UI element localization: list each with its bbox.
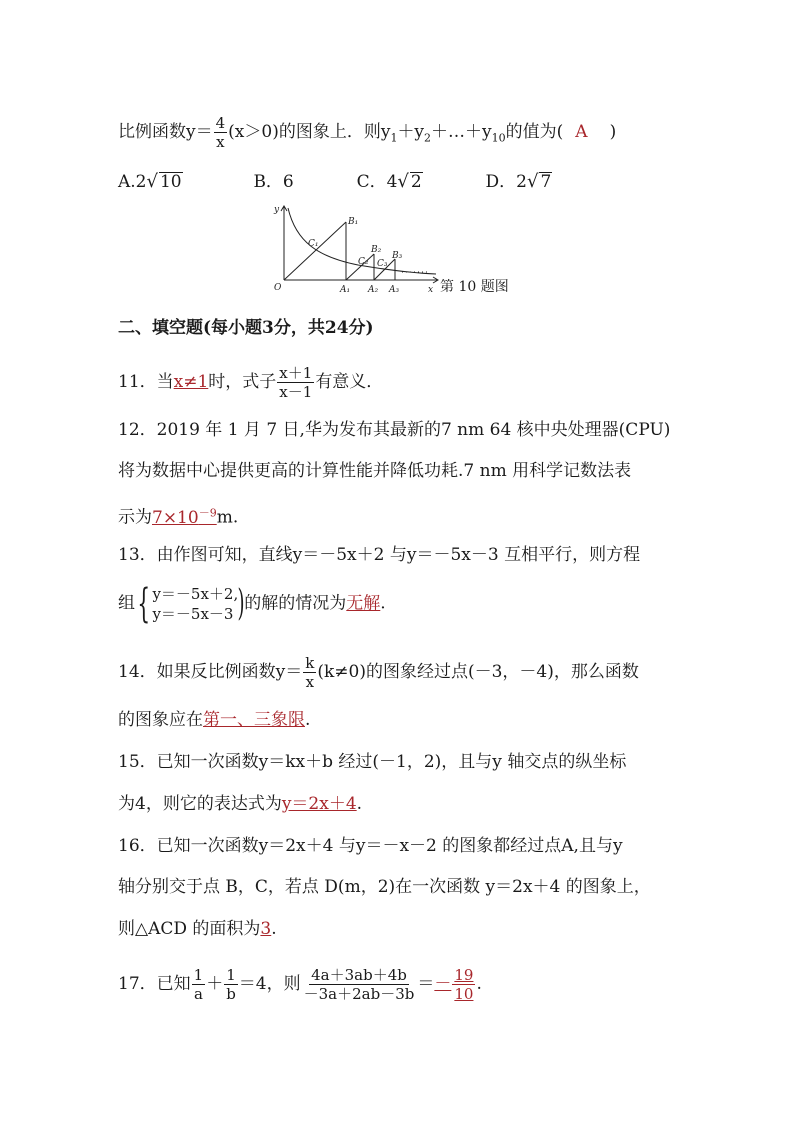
q13-mid: 的解的情况为 <box>244 593 347 614</box>
q10-answer: A <box>575 122 588 142</box>
q12-answer-base: 7×10 <box>152 507 199 528</box>
q10-frac-num: 4 <box>215 114 226 132</box>
label-y: y <box>274 205 280 215</box>
label-a3: A₃ <box>389 285 400 295</box>
q12-line1: 12．2019 年 1 月 7 日,华为发布其最新的7 nm 64 核中央处理器(CPU) <box>118 420 671 440</box>
q14-den: x <box>305 673 315 691</box>
q15-line2 <box>118 792 362 816</box>
q17-eq: ＝4，则 <box>238 974 301 994</box>
q16-pre: 则△ACD 的面积为 <box>118 919 261 939</box>
q17-answer-fraction <box>452 966 475 1003</box>
q17-answer-num: 19 <box>454 966 474 984</box>
option-a <box>118 172 183 192</box>
q11-answer: x≠1 <box>173 372 209 392</box>
q14-fraction <box>303 654 316 691</box>
q17-f2-num: 1 <box>226 966 236 984</box>
q16-post: . <box>271 919 277 939</box>
q10-stem <box>118 114 616 151</box>
sqrt-icon: √ <box>526 171 539 192</box>
q15-line1: 15．已知一次函数y＝kx＋b 经过(－1，2)，且与y 轴交点的纵坐标 <box>118 752 627 772</box>
q13-line2 <box>118 581 386 627</box>
q10-p2: ＋…＋y <box>431 122 492 142</box>
q17 <box>118 966 482 1003</box>
q10-suffix: 的值为( <box>505 122 564 142</box>
label-a1: A₁ <box>340 285 351 295</box>
q17-eq2: ＝ <box>417 974 435 994</box>
q10-frac-den: x <box>216 133 225 151</box>
q11-post: 有意义． <box>315 372 384 392</box>
q10-sub10: 10 <box>491 131 506 145</box>
segment-ob1 <box>284 222 346 280</box>
option-d-label: D．2 <box>485 172 527 192</box>
q17-post: . <box>476 974 482 994</box>
q14-pre: 14．如果反比例函数y＝ <box>118 662 303 682</box>
label-x: x <box>428 285 434 295</box>
option-c-label: C．4 <box>356 172 398 192</box>
q14-mid: (k≠0)的图象经过点(－3，－4)，那么函数 <box>317 662 639 682</box>
q13-system <box>152 584 238 624</box>
q14-l2-pre: 的图象应在 <box>118 710 203 730</box>
q11-fraction <box>277 364 314 401</box>
q17-f1-num: 1 <box>193 966 204 984</box>
q17-answer-den: 10 <box>454 985 474 1003</box>
q10-options <box>118 170 552 194</box>
q13-post: . <box>380 593 386 614</box>
q10-close: ) <box>609 122 617 142</box>
q11-den: x－1 <box>279 383 313 401</box>
q13-eq1: y＝－5x＋2, <box>152 585 239 603</box>
label-c2: C₂ <box>358 257 369 267</box>
sqrt-icon: √ <box>146 171 158 192</box>
q16-line2: 轴分别交于点 B，C，若点 D(m，2)在一次函数 y＝2x＋4 的图象上， <box>118 877 651 897</box>
option-b: B．6 <box>253 172 294 192</box>
q13-line1: 13．由作图可知，直线y＝－5x＋2 与y＝－5x－3 互相平行，则方程 <box>118 545 641 565</box>
q15-answer: y＝2x＋4 <box>281 794 357 814</box>
q10-prefix: 比例函数y＝ <box>118 122 213 142</box>
q14-line1 <box>118 654 639 691</box>
q11 <box>118 364 383 401</box>
label-b3: B₃ <box>392 251 403 261</box>
q17-frac2 <box>224 966 238 1003</box>
q12-post: m. <box>216 507 239 528</box>
q12-line2: 将为数据中心提供更高的计算性能并降低功耗.7 nm 用科学记数法表 <box>118 461 632 481</box>
q17-frac1 <box>192 966 206 1003</box>
label-c1: C₁ <box>308 239 319 249</box>
option-c <box>357 172 423 192</box>
q17-plus: ＋ <box>206 974 224 994</box>
q15-pre: 为4，则它的表达式为 <box>118 794 282 814</box>
q10-figure <box>268 202 528 302</box>
q10-graph <box>268 202 528 297</box>
q15-post: . <box>356 794 363 814</box>
q14-num: k <box>305 654 315 672</box>
right-paren-icon: ) <box>237 583 245 624</box>
q12-pre: 示为 <box>118 507 152 528</box>
q17-big-num: 4a＋3ab＋4b <box>311 966 407 984</box>
q10-sub2: 2 <box>424 131 432 145</box>
q17-big-fraction <box>302 966 417 1003</box>
q16-line1: 16．已知一次函数y＝2x＋4 与y＝－x－2 的图象都经过点A,且与y <box>118 836 623 856</box>
left-brace-icon: { <box>137 581 151 627</box>
q16-answer: 3 <box>260 919 272 939</box>
q17-f2-den: b <box>226 985 236 1003</box>
q14-line2 <box>118 708 310 732</box>
q17-f1-den: a <box>193 985 203 1003</box>
option-d-radicand: 7 <box>540 172 552 192</box>
q10-fraction <box>214 114 228 151</box>
q12-line3 <box>118 501 238 530</box>
q11-pre: 11．当 <box>118 372 174 392</box>
section-title: 二、填空题(每小题3分，共24分) <box>118 318 374 338</box>
q16-line3 <box>118 917 277 941</box>
option-a-radicand: 10 <box>159 172 182 192</box>
label-b2: B₂ <box>371 245 382 255</box>
q11-mid: 时，式子 <box>208 372 277 392</box>
q17-big-den: －3a＋2ab－3b <box>303 985 415 1003</box>
q13-pre: 组 <box>118 593 135 614</box>
q14-answer: 第一、三象限 <box>203 710 305 730</box>
q13-eq2: y＝－5x－3 <box>152 605 234 623</box>
label-c3: C₃ <box>377 259 388 269</box>
q10-sub1: 1 <box>390 131 398 145</box>
q17-pre: 17．已知 <box>118 974 191 994</box>
sqrt-icon: √ <box>397 171 409 192</box>
q17-answer-sign: － <box>434 974 452 994</box>
option-c-radicand: 2 <box>410 172 422 192</box>
option-d <box>486 172 553 192</box>
q12-answer-exp: －9 <box>198 506 217 519</box>
q14-l2-post: . <box>305 710 311 730</box>
q12-answer <box>152 508 217 528</box>
label-o: O <box>274 283 282 293</box>
figure-caption: 第 10 题图 <box>440 279 509 295</box>
q13-answer: 无解 <box>346 593 381 614</box>
label-a2: A₂ <box>368 285 379 295</box>
q11-num: x＋1 <box>279 364 313 382</box>
label-b1: B₁ <box>348 217 359 227</box>
q10-mid: (x＞0)的图象上．则y <box>228 122 391 142</box>
option-a-label: A.2 <box>118 172 147 192</box>
q10-p1: ＋y <box>397 122 425 142</box>
